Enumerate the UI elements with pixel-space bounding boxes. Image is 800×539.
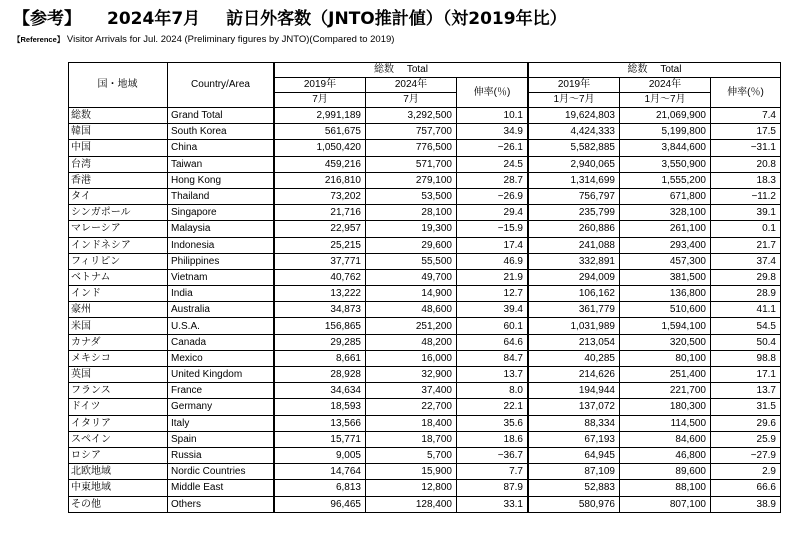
cell-month-growth: 64.6 — [457, 334, 529, 350]
header-m2024-month: 7月 — [366, 93, 457, 108]
table-body — [69, 108, 781, 513]
cell-month-2024: 53,500 — [366, 188, 457, 204]
cell-ytd-2024: 251,400 — [620, 367, 711, 383]
cell-month-growth: 33.1 — [457, 496, 529, 512]
table-row — [69, 334, 781, 350]
cell-month-growth: 22.1 — [457, 399, 529, 415]
cell-region-en: Indonesia — [168, 237, 275, 253]
cell-region-jp: タイ — [69, 188, 168, 204]
cell-ytd-growth: 28.9 — [711, 286, 781, 302]
cell-ytd-2024: 3,550,900 — [620, 156, 711, 172]
cell-month-2024: 16,000 — [366, 350, 457, 366]
cell-ytd-2019: 106,162 — [528, 286, 620, 302]
cell-month-2019: 14,764 — [274, 464, 366, 480]
header-region-en: Country/Area — [168, 63, 275, 108]
cell-ytd-2024: 5,199,800 — [620, 124, 711, 140]
cell-ytd-2019: 67,193 — [528, 431, 620, 447]
cell-month-growth: −15.9 — [457, 221, 529, 237]
cell-ytd-2019: 294,009 — [528, 269, 620, 285]
cell-month-2019: 1,050,420 — [274, 140, 366, 156]
header-y2019-year: 2019年 — [528, 78, 620, 93]
header-growth: 伸率(％) — [457, 78, 529, 108]
cell-month-growth: 39.4 — [457, 302, 529, 318]
cell-region-jp: インド — [69, 286, 168, 302]
cell-month-2019: 561,675 — [274, 124, 366, 140]
cell-region-jp: スペイン — [69, 431, 168, 447]
cell-region-en: Singapore — [168, 205, 275, 221]
visitor-arrivals-table — [68, 62, 781, 513]
cell-region-en: Thailand — [168, 188, 275, 204]
cell-region-jp: ベトナム — [69, 269, 168, 285]
header-m2019-year: 2019年 — [274, 78, 366, 93]
cell-region-jp: 韓国 — [69, 124, 168, 140]
cell-month-2019: 21,716 — [274, 205, 366, 221]
cell-ytd-growth: 66.6 — [711, 480, 781, 496]
header-y2024-range: 1月～7月 — [620, 93, 711, 108]
cell-ytd-2024: 3,844,600 — [620, 140, 711, 156]
cell-ytd-2019: 332,891 — [528, 253, 620, 269]
cell-ytd-growth: 25.9 — [711, 431, 781, 447]
cell-ytd-2019: 87,109 — [528, 464, 620, 480]
cell-month-2024: 29,600 — [366, 237, 457, 253]
cell-region-jp: フィリピン — [69, 253, 168, 269]
cell-ytd-2024: 510,600 — [620, 302, 711, 318]
cell-ytd-growth: 17.5 — [711, 124, 781, 140]
cell-month-growth: 60.1 — [457, 318, 529, 334]
cell-region-jp: 中東地域 — [69, 480, 168, 496]
page-subtitle — [13, 34, 394, 45]
cell-region-en: Others — [168, 496, 275, 512]
cell-ytd-2024: 381,500 — [620, 269, 711, 285]
cell-month-growth: 84.7 — [457, 350, 529, 366]
cell-month-2019: 40,762 — [274, 269, 366, 285]
cell-ytd-growth: 50.4 — [711, 334, 781, 350]
cell-month-2019: 216,810 — [274, 172, 366, 188]
cell-ytd-2019: 213,054 — [528, 334, 620, 350]
cell-ytd-2019: 1,314,699 — [528, 172, 620, 188]
cell-month-2024: 128,400 — [366, 496, 457, 512]
cell-region-en: France — [168, 383, 275, 399]
cell-region-en: South Korea — [168, 124, 275, 140]
table-row — [69, 172, 781, 188]
cell-ytd-growth: 18.3 — [711, 172, 781, 188]
cell-month-2019: 9,005 — [274, 447, 366, 463]
cell-month-2024: 28,100 — [366, 205, 457, 221]
cell-ytd-2024: 807,100 — [620, 496, 711, 512]
cell-month-growth: 29.4 — [457, 205, 529, 221]
cell-ytd-growth: 13.7 — [711, 383, 781, 399]
cell-ytd-growth: 29.6 — [711, 415, 781, 431]
cell-ytd-2024: 1,594,100 — [620, 318, 711, 334]
cell-ytd-growth: 2.9 — [711, 464, 781, 480]
cell-month-growth: 28.7 — [457, 172, 529, 188]
cell-ytd-2019: 1,031,989 — [528, 318, 620, 334]
cell-ytd-growth: 17.1 — [711, 367, 781, 383]
table-row — [69, 237, 781, 253]
cell-month-2019: 96,465 — [274, 496, 366, 512]
header-y2024-year: 2024年 — [620, 78, 711, 93]
cell-ytd-growth: 54.5 — [711, 318, 781, 334]
table-row — [69, 399, 781, 415]
cell-month-2019: 22,957 — [274, 221, 366, 237]
table-row — [69, 383, 781, 399]
cell-month-2024: 776,500 — [366, 140, 457, 156]
cell-month-growth: −26.1 — [457, 140, 529, 156]
cell-month-2024: 48,600 — [366, 302, 457, 318]
cell-region-en: Mexico — [168, 350, 275, 366]
cell-ytd-2019: 580,976 — [528, 496, 620, 512]
cell-region-jp: 米国 — [69, 318, 168, 334]
cell-region-en: China — [168, 140, 275, 156]
cell-region-en: United Kingdom — [168, 367, 275, 383]
cell-ytd-growth: 38.9 — [711, 496, 781, 512]
cell-ytd-growth: 37.4 — [711, 253, 781, 269]
table-row — [69, 188, 781, 204]
cell-region-en: Hong Kong — [168, 172, 275, 188]
cell-region-en: Vietnam — [168, 269, 275, 285]
cell-month-growth: 87.9 — [457, 480, 529, 496]
cell-month-growth: 13.7 — [457, 367, 529, 383]
cell-ytd-2024: 320,500 — [620, 334, 711, 350]
cell-month-2024: 571,700 — [366, 156, 457, 172]
cell-ytd-2019: 40,285 — [528, 350, 620, 366]
cell-month-2019: 25,215 — [274, 237, 366, 253]
cell-month-2019: 29,285 — [274, 334, 366, 350]
cell-ytd-2024: 88,100 — [620, 480, 711, 496]
cell-month-2019: 18,593 — [274, 399, 366, 415]
cell-region-jp: 英国 — [69, 367, 168, 383]
cell-region-jp: ロシア — [69, 447, 168, 463]
table-row — [69, 221, 781, 237]
table-row — [69, 447, 781, 463]
cell-ytd-2019: 241,088 — [528, 237, 620, 253]
table-row — [69, 156, 781, 172]
cell-ytd-2024: 136,800 — [620, 286, 711, 302]
cell-month-2019: 459,216 — [274, 156, 366, 172]
cell-month-growth: 46.9 — [457, 253, 529, 269]
cell-month-2024: 251,200 — [366, 318, 457, 334]
cell-ytd-2024: 293,400 — [620, 237, 711, 253]
cell-region-jp: イタリア — [69, 415, 168, 431]
cell-ytd-growth: −27.9 — [711, 447, 781, 463]
cell-region-jp: インドネシア — [69, 237, 168, 253]
cell-ytd-2024: 84,600 — [620, 431, 711, 447]
cell-region-en: Malaysia — [168, 221, 275, 237]
cell-ytd-2024: 46,800 — [620, 447, 711, 463]
cell-ytd-2024: 671,800 — [620, 188, 711, 204]
cell-month-growth: 8.0 — [457, 383, 529, 399]
cell-ytd-growth: 39.1 — [711, 205, 781, 221]
cell-region-jp: 総数 — [69, 108, 168, 124]
cell-ytd-2019: 235,799 — [528, 205, 620, 221]
cell-month-2024: 55,500 — [366, 253, 457, 269]
cell-month-2019: 34,873 — [274, 302, 366, 318]
cell-ytd-2019: 52,883 — [528, 480, 620, 496]
cell-region-jp: 台湾 — [69, 156, 168, 172]
table-row — [69, 302, 781, 318]
cell-month-2024: 14,900 — [366, 286, 457, 302]
cell-region-en: Middle East — [168, 480, 275, 496]
cell-ytd-2019: 260,886 — [528, 221, 620, 237]
cell-month-2024: 37,400 — [366, 383, 457, 399]
title-text: 訪日外客数（JNTO推計値）（対2019年比） — [226, 9, 567, 29]
cell-month-growth: 24.5 — [457, 156, 529, 172]
cell-ytd-2024: 89,600 — [620, 464, 711, 480]
title-date: 2024年7月 — [107, 9, 201, 29]
cell-ytd-2024: 21,069,900 — [620, 108, 711, 124]
cell-region-jp: シンガポール — [69, 205, 168, 221]
cell-ytd-growth: 7.4 — [711, 108, 781, 124]
cell-month-growth: −36.7 — [457, 447, 529, 463]
table-row — [69, 367, 781, 383]
cell-ytd-2019: 64,945 — [528, 447, 620, 463]
cell-month-growth: 34.9 — [457, 124, 529, 140]
table-row — [69, 350, 781, 366]
cell-month-2024: 19,300 — [366, 221, 457, 237]
table-row — [69, 431, 781, 447]
subtitle-tag: 【Reference】 — [13, 35, 65, 44]
cell-region-jp: 中国 — [69, 140, 168, 156]
cell-month-2024: 18,400 — [366, 415, 457, 431]
cell-region-jp: マレーシア — [69, 221, 168, 237]
header-y2019-range: 1月～7月 — [528, 93, 620, 108]
cell-ytd-2024: 221,700 — [620, 383, 711, 399]
cell-month-2024: 5,700 — [366, 447, 457, 463]
cell-region-en: Canada — [168, 334, 275, 350]
cell-month-growth: 35.6 — [457, 415, 529, 431]
cell-ytd-2019: 756,797 — [528, 188, 620, 204]
table-row — [69, 108, 781, 124]
table-row — [69, 205, 781, 221]
cell-month-2019: 6,813 — [274, 480, 366, 496]
header-region-jp: 国・地域 — [69, 63, 168, 108]
cell-ytd-2019: 5,582,885 — [528, 140, 620, 156]
cell-month-2019: 28,928 — [274, 367, 366, 383]
table-row — [69, 415, 781, 431]
cell-ytd-2019: 2,940,065 — [528, 156, 620, 172]
cell-month-growth: 12.7 — [457, 286, 529, 302]
cell-month-2024: 3,292,500 — [366, 108, 457, 124]
cell-month-2019: 156,865 — [274, 318, 366, 334]
cell-ytd-2024: 261,100 — [620, 221, 711, 237]
cell-month-growth: 17.4 — [457, 237, 529, 253]
cell-ytd-2019: 137,072 — [528, 399, 620, 415]
cell-month-2019: 15,771 — [274, 431, 366, 447]
page-title — [13, 4, 567, 29]
cell-region-en: U.S.A. — [168, 318, 275, 334]
cell-month-2019: 73,202 — [274, 188, 366, 204]
cell-month-2019: 34,634 — [274, 383, 366, 399]
cell-month-2019: 8,661 — [274, 350, 366, 366]
cell-region-en: Italy — [168, 415, 275, 431]
table-row — [69, 253, 781, 269]
cell-ytd-growth: −31.1 — [711, 140, 781, 156]
cell-ytd-growth: 98.8 — [711, 350, 781, 366]
table-row — [69, 496, 781, 512]
header-m2024-year: 2024年 — [366, 78, 457, 93]
header-growth-ytd: 伸率(％) — [711, 78, 781, 108]
cell-month-2019: 2,991,189 — [274, 108, 366, 124]
cell-month-growth: −26.9 — [457, 188, 529, 204]
cell-month-2019: 13,566 — [274, 415, 366, 431]
cell-month-2024: 32,900 — [366, 367, 457, 383]
cell-month-growth: 18.6 — [457, 431, 529, 447]
cell-ytd-2019: 19,624,803 — [528, 108, 620, 124]
cell-region-en: Australia — [168, 302, 275, 318]
cell-region-en: Nordic Countries — [168, 464, 275, 480]
cell-region-jp: 香港 — [69, 172, 168, 188]
cell-region-en: Philippines — [168, 253, 275, 269]
cell-region-en: Russia — [168, 447, 275, 463]
table-row — [69, 269, 781, 285]
cell-region-en: Germany — [168, 399, 275, 415]
cell-month-2024: 48,200 — [366, 334, 457, 350]
cell-region-jp: ドイツ — [69, 399, 168, 415]
cell-month-2019: 13,222 — [274, 286, 366, 302]
cell-region-en: India — [168, 286, 275, 302]
cell-month-2019: 37,771 — [274, 253, 366, 269]
title-tag: 【参考】 — [13, 9, 81, 29]
cell-ytd-2024: 114,500 — [620, 415, 711, 431]
table-row — [69, 124, 781, 140]
cell-region-jp: 北欧地域 — [69, 464, 168, 480]
cell-ytd-2019: 194,944 — [528, 383, 620, 399]
table-row — [69, 480, 781, 496]
cell-month-growth: 7.7 — [457, 464, 529, 480]
cell-ytd-2019: 4,424,333 — [528, 124, 620, 140]
cell-region-jp: その他 — [69, 496, 168, 512]
cell-region-jp: カナダ — [69, 334, 168, 350]
table-row — [69, 286, 781, 302]
cell-ytd-2019: 88,334 — [528, 415, 620, 431]
cell-month-2024: 18,700 — [366, 431, 457, 447]
cell-month-2024: 12,800 — [366, 480, 457, 496]
cell-ytd-growth: 21.7 — [711, 237, 781, 253]
cell-region-en: Taiwan — [168, 156, 275, 172]
cell-ytd-growth: 20.8 — [711, 156, 781, 172]
table-row — [69, 140, 781, 156]
cell-month-2024: 757,700 — [366, 124, 457, 140]
cell-region-en: Spain — [168, 431, 275, 447]
cell-ytd-2024: 328,100 — [620, 205, 711, 221]
cell-ytd-growth: 29.8 — [711, 269, 781, 285]
table-row — [69, 318, 781, 334]
table-row — [69, 464, 781, 480]
cell-ytd-2019: 361,779 — [528, 302, 620, 318]
cell-month-growth: 10.1 — [457, 108, 529, 124]
header-group-month: 総数 Total — [274, 63, 528, 78]
header-group-ytd: 総数 Total — [528, 63, 781, 78]
subtitle-text: Visitor Arrivals for Jul. 2024 (Preliminary figures by JNTO)(Compared to 2019) — [66, 34, 395, 45]
cell-region-jp: メキシコ — [69, 350, 168, 366]
cell-month-2024: 279,100 — [366, 172, 457, 188]
header-m2019-month: 7月 — [274, 93, 366, 108]
cell-ytd-growth: 31.5 — [711, 399, 781, 415]
cell-month-2024: 15,900 — [366, 464, 457, 480]
cell-ytd-2024: 1,555,200 — [620, 172, 711, 188]
cell-month-growth: 21.9 — [457, 269, 529, 285]
cell-ytd-2024: 180,300 — [620, 399, 711, 415]
cell-region-jp: 豪州 — [69, 302, 168, 318]
cell-region-jp: フランス — [69, 383, 168, 399]
cell-ytd-2024: 457,300 — [620, 253, 711, 269]
cell-ytd-growth: 0.1 — [711, 221, 781, 237]
cell-month-2024: 22,700 — [366, 399, 457, 415]
cell-ytd-2024: 80,100 — [620, 350, 711, 366]
cell-ytd-growth: −11.2 — [711, 188, 781, 204]
cell-month-2024: 49,700 — [366, 269, 457, 285]
cell-ytd-2019: 214,626 — [528, 367, 620, 383]
cell-ytd-growth: 41.1 — [711, 302, 781, 318]
cell-region-en: Grand Total — [168, 108, 275, 124]
